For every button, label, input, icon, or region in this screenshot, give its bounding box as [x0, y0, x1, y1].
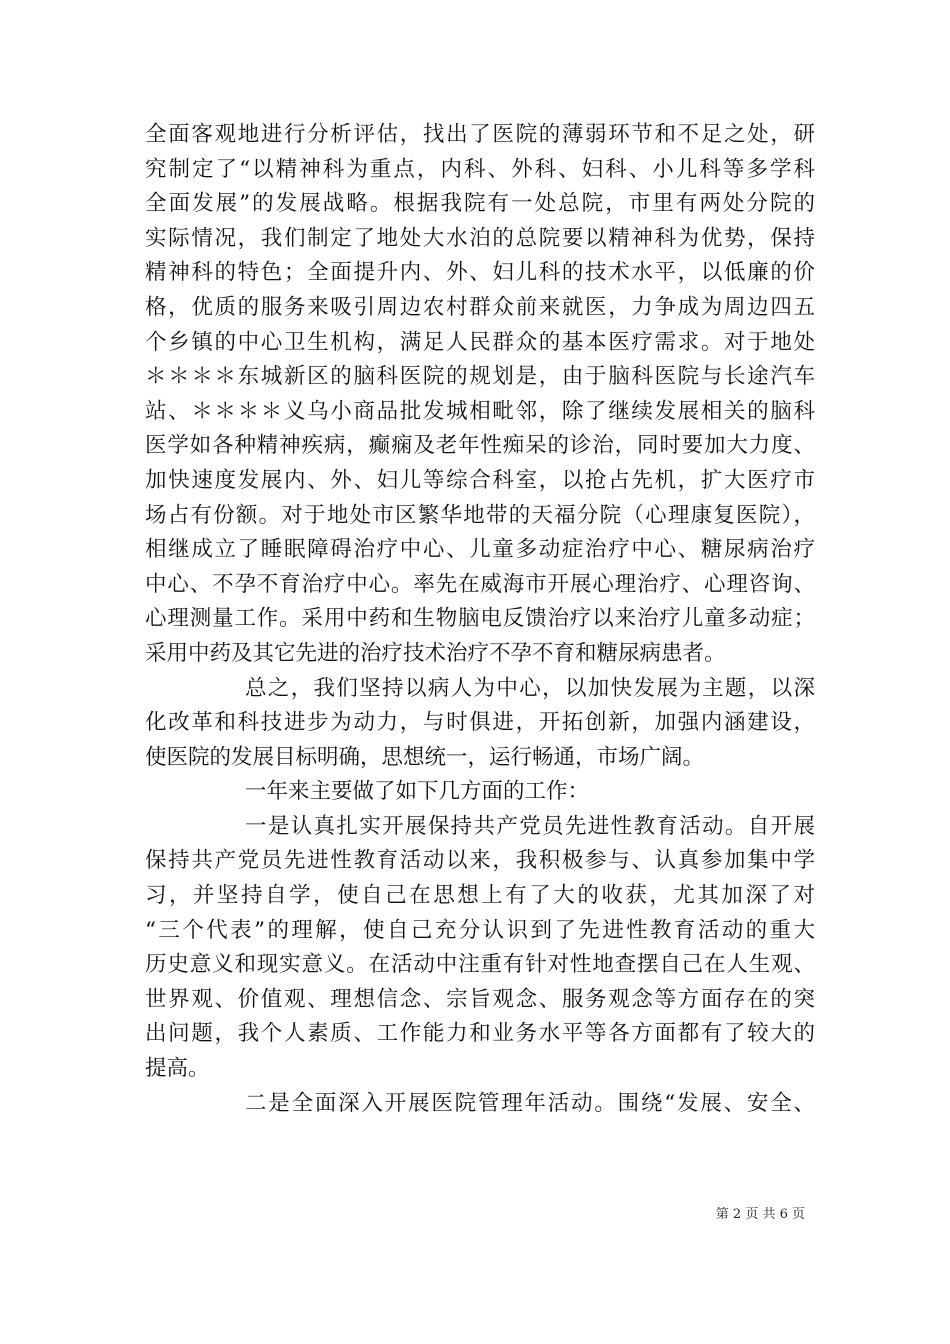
body-text [145, 118, 815, 1121]
text-line: 习，并坚持自学，使自己在思想上有了大的收获，尤其加深了对 [145, 883, 815, 909]
text-line: 中心、不孕不育治疗中心。率先在威海市开展心理治疗、心理咨询、 [145, 571, 815, 597]
text-line: 相继成立了睡眠障碍治疗中心、儿童多动症治疗中心、糖尿病治疗 [145, 537, 815, 563]
text-line: 保持共产党员先进性教育活动以来，我积极参与、认真参加集中学 [145, 848, 815, 874]
text-line: 格，优质的服务来吸引周边农村群众前来就医，力争成为周边四五 [145, 294, 815, 320]
text-line: 心理测量工作。采用中药和生物脑电反馈治疗以来治疗儿童多动症； [145, 606, 815, 632]
text-line: 一是认真扎实开展保持共产党员先进性教育活动。自开展 [245, 813, 815, 839]
text-line: 世界观、价值观、理想信念、宗旨观念、服务观念等方面存在的突 [145, 986, 815, 1012]
text-line: 使医院的发展目标明确，思想统一，运行畅通，市场广阔。 [145, 744, 705, 770]
text-line: 站、＊＊＊＊义乌小商品批发城相毗邻，除了继续发展相关的脑科 [145, 398, 815, 424]
text-line: 精神科的特色；全面提升内、外、妇儿科的技术水平，以低廉的价 [145, 260, 815, 286]
text-line: 历史意义和现实意义。在活动中注重有针对性地查摆自己在人生观、 [145, 952, 815, 978]
text-line: 究制定了“以精神科为重点，内科、外科、妇科、小儿科等多学科 [145, 156, 815, 182]
text-line: 总之，我们坚持以病人为中心，以加快发展为主题，以深 [245, 675, 815, 701]
text-line: 出问题，我个人素质、工作能力和业务水平等各方面都有了较大的 [145, 1021, 815, 1047]
text-line: “三个代表”的理解，使自己充分认识到了先进性教育活动的重大 [145, 917, 815, 943]
text-line: 全面客观地进行分析评估，找出了医院的薄弱环节和不足之处，研 [145, 122, 815, 147]
text-line: 提高。 [145, 1056, 210, 1082]
text-line: 场占有份额。对于地处市区繁华地带的天福分院（心理康复医院）， [145, 502, 815, 528]
text-line: 实际情况，我们制定了地处大水泊的总院要以精神科为优势，保持 [145, 225, 815, 251]
text-line: 采用中药及其它先进的治疗技术治疗不孕不育和糖尿病患者。 [145, 640, 726, 666]
text-line: 医学如各种精神疾病，癫痫及老年性痴呆的诊治，同时要加大力度、 [145, 433, 815, 459]
text-line: 二是全面深入开展医院管理年活动。围绕“发展、安全、 [245, 1090, 815, 1116]
text-line: 加快速度发展内、外、妇儿等综合科室，以抢占先机，扩大医疗市 [145, 467, 815, 493]
text-line: 全面发展”的发展战略。根据我院有一处总院，市里有两处分院的 [145, 191, 815, 217]
text-line: 个乡镇的中心卫生机构，满足人民群众的基本医疗需求。对于地处 [145, 329, 815, 355]
text-line: 化改革和科技进步为动力，与时俱进，开拓创新，加强内涵建设， [145, 710, 815, 736]
text-line: 一年来主要做了如下几方面的工作： [245, 779, 590, 805]
page-number-footer: 第 2 页 共 6 页 [715, 1207, 805, 1222]
text-line: ＊＊＊＊东城新区的脑科医院的规划是，由于脑科医院与长途汽车 [145, 364, 815, 390]
